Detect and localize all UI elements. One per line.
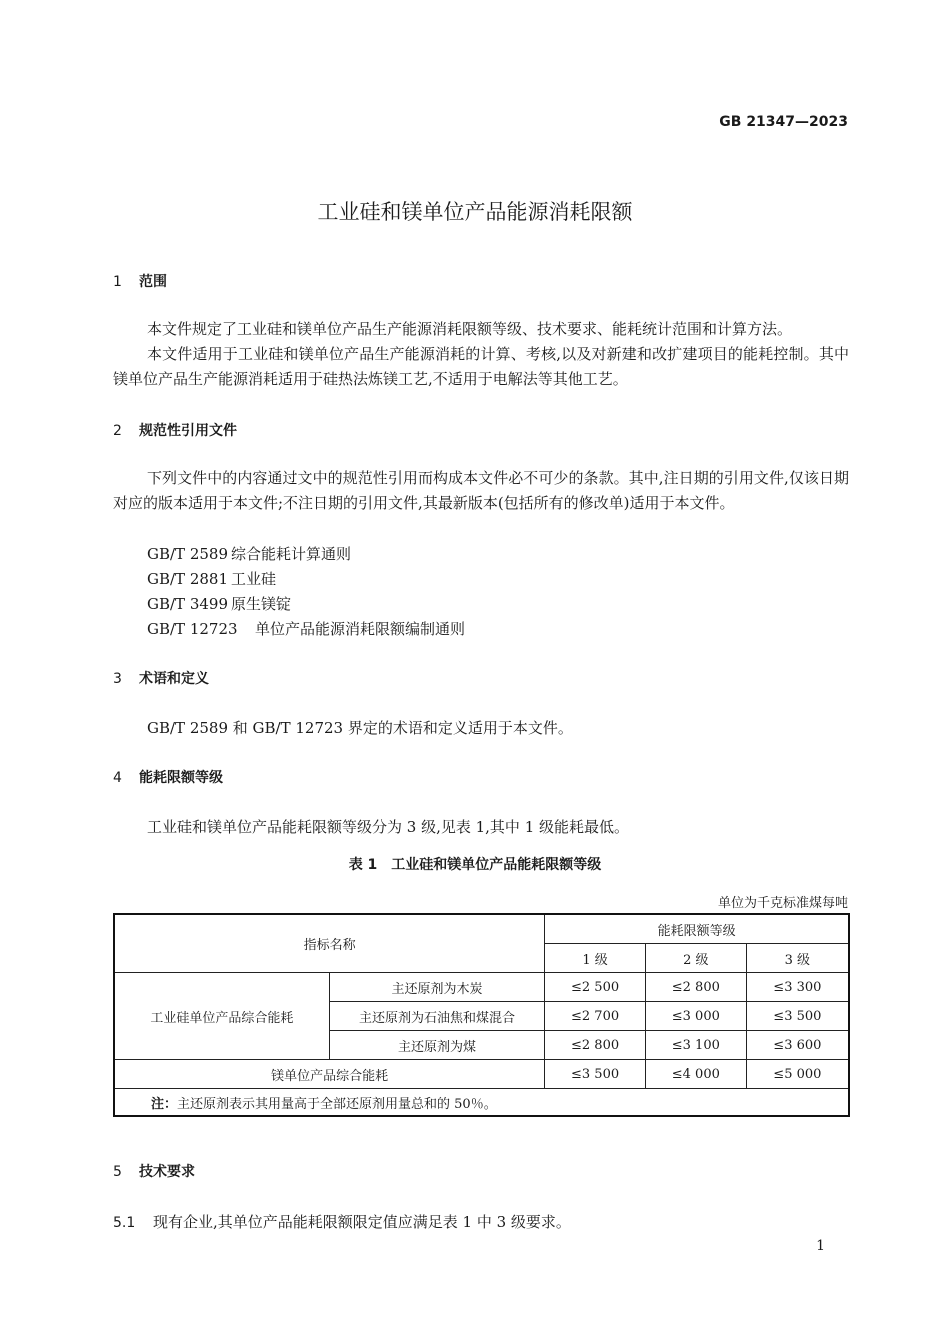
reference-item [147,618,465,639]
grade-header: 能耗限额等级 [545,914,849,944]
reference-item [147,568,276,589]
row-label: 主还原剂为石油焦和煤混合 [329,1002,544,1031]
row-label: 主还原剂为煤 [329,1031,544,1060]
table-cell: ≤2 500 [545,973,646,1002]
section-1-body [113,317,849,392]
table-cell: ≤3 600 [746,1031,849,1060]
section-heading-4 [113,767,223,787]
paragraph: 本文件适用于工业硅和镁单位产品生产能源消耗的计算、考核,以及对新建和改扩建项目的能耗控制。其中镁单位产品生产能源消耗适用于硅热法炼镁工艺,不适用于电解法等其他工艺。 [113,345,849,388]
reference-code: GB/T 3499 [147,595,229,613]
section-3-body: GB/T 2589 和 GB/T 12723 界定的术语和定义适用于本文件。 [147,719,573,737]
section-heading-2 [113,420,237,440]
reference-code: GB/T 2881 [147,570,229,588]
section-number: 3 [113,671,122,687]
section-heading-1 [113,271,167,291]
section-title: 能耗限额等级 [139,770,223,786]
reference-name: 原生镁锭 [231,595,292,613]
grade-3-header: 3 级 [746,944,849,973]
magnesium-indicator-label: 镁单位产品综合能耗 [114,1060,545,1089]
section-title: 术语和定义 [139,671,209,687]
row-label: 主还原剂为木炭 [329,973,544,1002]
reference-code: GB/T 12723 [147,620,238,638]
grade-2-header: 2 级 [645,944,746,973]
grade-1-header: 1 级 [545,944,646,973]
reference-item [147,543,351,564]
table-cell: ≤2 800 [545,1031,646,1060]
clause-number: 5.1 [113,1215,136,1231]
section-heading-3 [113,668,209,688]
document-title: 工业硅和镁单位产品能源消耗限额 [317,200,633,224]
table-cell: ≤3 500 [545,1060,646,1089]
table-cell: ≤3 300 [746,973,849,1002]
section-title: 范围 [139,274,167,290]
silicon-indicator-label: 工业硅单位产品综合能耗 [114,973,329,1060]
table-cell: ≤2 800 [645,973,746,1002]
clause-text: 现有企业,其单位产品能耗限额限定值应满足表 1 中 3 级要求。 [153,1213,571,1231]
note-label: 注： [151,1096,178,1112]
section-title: 规范性引用文件 [139,423,237,439]
table-cell: ≤3 500 [746,1002,849,1031]
section-number: 2 [113,423,122,439]
section-number: 1 [113,274,122,290]
standard-number: GB 21347—2023 [719,114,848,130]
section-2-body [113,466,849,516]
reference-name: 单位产品能源消耗限额编制通则 [255,620,466,638]
page-number: 1 [816,1238,825,1254]
paragraph: 本文件规定了工业硅和镁单位产品生产能源消耗限额等级、技术要求、能耗统计范围和计算方法。 [147,320,793,338]
section-heading-5 [113,1161,195,1181]
table-row [114,973,849,1002]
table-header-row [114,914,849,944]
table-cell: ≤3 000 [645,1002,746,1031]
table-cell: ≤5 000 [746,1060,849,1089]
table-cell: ≤2 700 [545,1002,646,1031]
reference-name: 工业硅 [231,570,277,588]
reference-code: GB/T 2589 [147,545,229,563]
indicator-header: 指标名称 [114,914,545,973]
table-cell: ≤4 000 [645,1060,746,1089]
clause-5-1 [113,1211,571,1232]
table-note-row [114,1089,849,1117]
section-4-body: 工业硅和镁单位产品能耗限额等级分为 3 级,见表 1,其中 1 级能耗最低。 [147,818,630,836]
table-unit: 单位为千克标准煤每吨 [717,896,848,911]
section-number: 4 [113,770,122,786]
reference-name: 综合能耗计算通则 [231,545,352,563]
section-number: 5 [113,1164,122,1180]
section-title: 技术要求 [139,1164,195,1180]
table-note [114,1089,849,1117]
reference-item [147,593,291,614]
table-row [114,1060,849,1089]
table-caption: 表 1 工业硅和镁单位产品能耗限额等级 [348,857,602,873]
energy-limit-table [113,913,850,1117]
note-text: 主还原剂表示其用量高于全部还原剂用量总和的 50％。 [177,1096,497,1112]
paragraph: 下列文件中的内容通过文中的规范性引用而构成本文件必不可少的条款。其中,注日期的引用文件,仅该日期对应的版本适用于本文件;不注日期的引用文件,其最新版本(包括所有的修改单)适用于本文件。 [113,469,849,512]
table-cell: ≤3 100 [645,1031,746,1060]
